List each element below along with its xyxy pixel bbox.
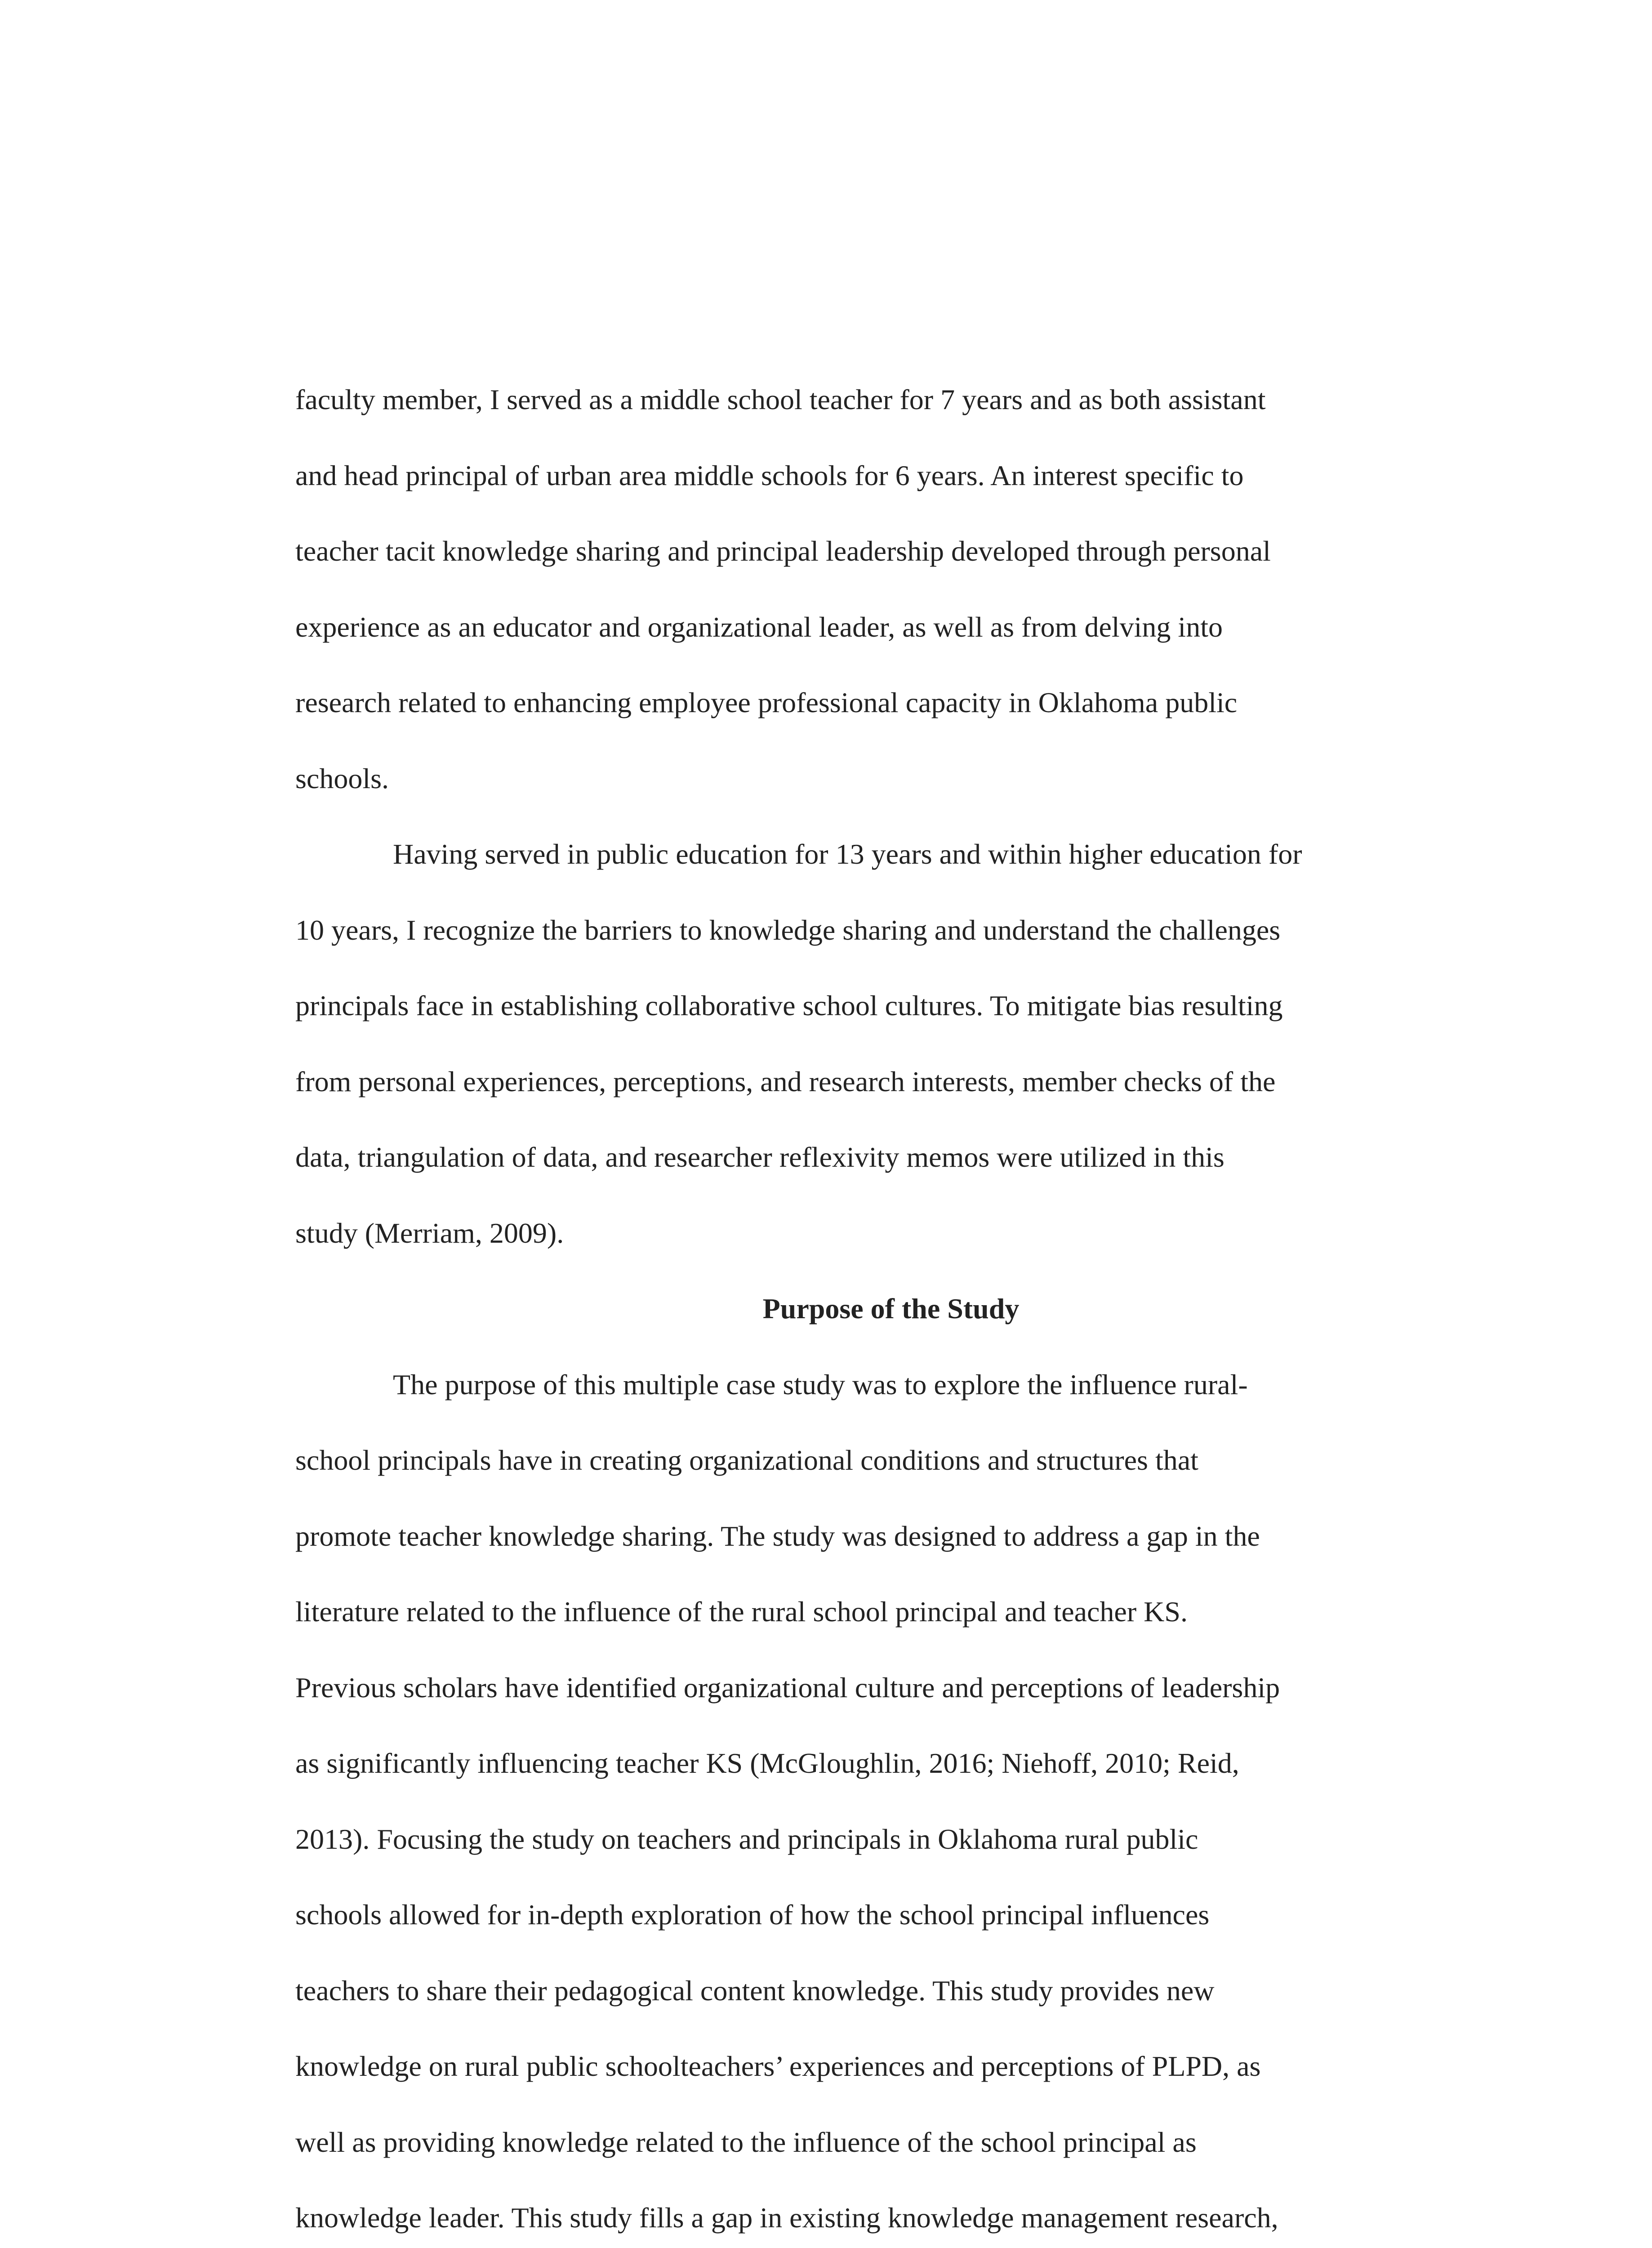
paragraph-purpose xyxy=(295,1347,1487,2248)
text-line: teachers to share their pedagogical content knowledge. This study provides new xyxy=(295,1974,1215,2007)
text-line: as significantly influencing teacher KS (McGloughlin, 2016; Niehoff, 2010; Reid, xyxy=(295,1747,1239,1779)
text-line: Having served in public education for 13 years and within higher education for xyxy=(393,838,1302,870)
paragraph-researcher-bias xyxy=(295,816,1487,1271)
text-line: The purpose of this multiple case study was to explore the influence rural- xyxy=(393,1368,1248,1401)
text-line: literature related to the influence of the rural school principal and teacher KS. xyxy=(295,1596,1188,1628)
body-text xyxy=(295,362,1487,2248)
text-line: 2013). Focusing the study on teachers and principals in Oklahoma rural public xyxy=(295,1823,1198,1855)
text-line: knowledge leader. This study fills a gap in existing knowledge management research, xyxy=(295,2202,1278,2234)
text-line: schools allowed for in-depth exploration of how the school principal influences xyxy=(295,1899,1210,1931)
text-line: faculty member, I served as a middle school teacher for 7 years and as both assistant xyxy=(295,384,1266,415)
text-line: from personal experiences, perceptions, and research interests, member checks of the xyxy=(295,1065,1276,1097)
text-line: principals face in establishing collaborative school cultures. To mitigate bias resulting xyxy=(295,990,1283,1021)
text-line: schools. xyxy=(295,762,389,794)
text-line: 10 years, I recognize the barriers to knowledge sharing and understand the challenges xyxy=(295,914,1281,946)
text-line: experience as an educator and organizational leader, as well as from delving into xyxy=(295,611,1223,643)
paragraph-continuation xyxy=(295,362,1487,816)
text-line: study (Merriam, 2009). xyxy=(295,1217,564,1249)
text-line: Previous scholars have identified organizational culture and perceptions of leadership xyxy=(295,1671,1280,1704)
text-line: research related to enhancing employee professional capacity in Oklahoma public xyxy=(295,687,1238,718)
text-line: promote teacher knowledge sharing. The study was designed to address a gap in the xyxy=(295,1520,1260,1552)
text-line: knowledge on rural public schoolteachers’ experiences and perceptions of PLPD, as xyxy=(295,2050,1261,2082)
text-line: well as providing knowledge related to the influence of the school principal as xyxy=(295,2126,1197,2158)
section-heading: Purpose of the Study xyxy=(762,1293,1020,1325)
text-line: teacher tacit knowledge sharing and principal leadership developed through personal xyxy=(295,535,1271,567)
text-line: school principals have in creating organizational conditions and structures that xyxy=(295,1444,1198,1476)
text-line: data, triangulation of data, and researcher reflexivity memos were utilized in this xyxy=(295,1141,1225,1173)
text-line: and head principal of urban area middle schools for 6 years. An interest specific to xyxy=(295,459,1244,491)
